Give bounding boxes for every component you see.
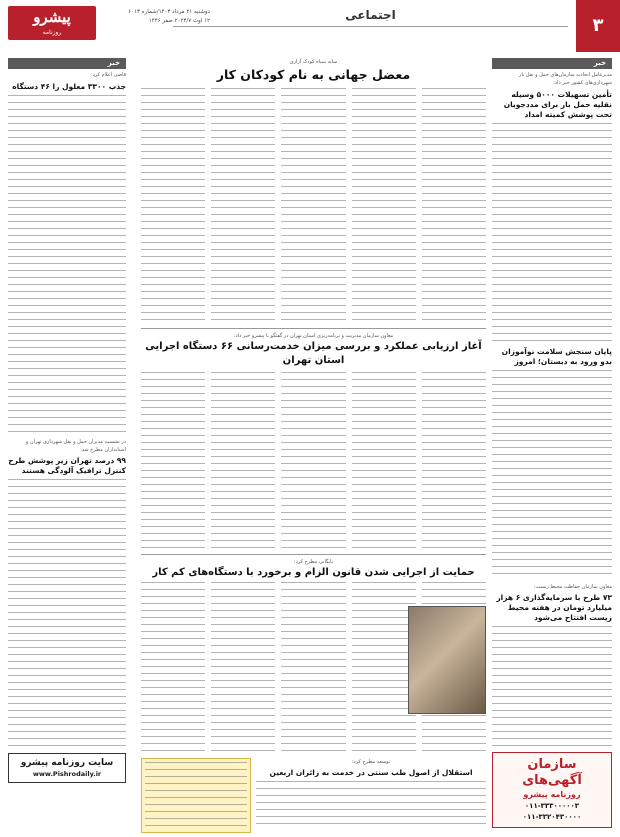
website-box	[8, 753, 126, 783]
news-tag-left: خبر	[8, 58, 126, 69]
item3-super: معاون سازمان حفاظت محیط زیست:	[533, 583, 612, 590]
story3	[141, 558, 486, 758]
story4-super: توسعه مطرح کرد:	[351, 759, 391, 765]
item3-body	[492, 626, 612, 748]
website-title: سایت روزنامه پیشرو	[20, 758, 114, 769]
story1-super: سایه سیاه کودک آزاری	[289, 59, 338, 65]
left-item2-super: در نشست مدیران حمل و نقل شهرداری تهران و استانداران مطرح شد:	[25, 438, 126, 453]
yellow-box-left	[141, 758, 251, 833]
item1-body	[492, 123, 612, 341]
story4-body	[256, 781, 486, 826]
story2-body	[141, 372, 486, 550]
story2	[141, 332, 486, 552]
ad-phone-1: ۰۱۱-۳۳۳۰۰۰۰۰۳	[524, 802, 580, 811]
newspaper-logo	[8, 6, 96, 40]
story1-body	[141, 88, 486, 324]
item1-super: مدیرعامل اتحادیه سازمان‌های حمل و نقل بار شهرداری‌های کشور خبر داد:	[518, 72, 612, 86]
logo-sub: روزنامه	[42, 29, 62, 36]
date-line-1: دوشنبه ۲۱ مرداد ۱۴۰۳/شماره ۶۰۱۳	[128, 9, 210, 15]
story2-headline: آغاز ارزیابی عملکرد و بررسی میزان خدمت‌رسانی ۶۶ دستگاه اجرایی استان تهران	[145, 341, 482, 366]
ad-box	[492, 752, 612, 828]
ad-phone-2: ۰۱۱-۳۳۲۰۴۳۰۰۰۰	[522, 813, 582, 822]
ad-sub: روزنامه پیشرو	[523, 790, 581, 800]
date-line-2: ۱۲ اوت ۲۰۲۴/۷ صفر ۱۴۴۶	[148, 18, 210, 24]
website-url: www.Pishrodaily.ir	[32, 770, 102, 779]
main-area	[141, 58, 486, 833]
news-tag: خبر	[492, 58, 612, 69]
left-item1-body	[8, 95, 126, 433]
section-title: اجتماعی	[345, 8, 396, 22]
item2-body	[492, 370, 612, 580]
story3-photo	[408, 606, 486, 714]
left-item1-super: قاضی اعلام کرد:	[90, 72, 126, 78]
story3-super: بایگانی مطرح کرد:	[293, 559, 334, 565]
story2-super: معاون سازمان مدیریت و برنامه‌ریزی استان تهران در گفتگو با پیشرو خبر داد:	[233, 333, 394, 339]
page-number-badge	[576, 0, 620, 52]
left-column	[8, 58, 126, 833]
item1-headline: تأمین تسهیلات ۵۰۰۰ وسیله نقلیه حمل بار برای مددجویان تحت پوشش کمیته امداد	[503, 89, 612, 119]
story1	[141, 58, 486, 326]
story3-headline: حمایت از اجرایی شدن قانون الزام و برخورد با دستگاه‌های کم کار	[152, 567, 475, 578]
right-column	[492, 58, 612, 833]
item2-headline: پایان سنجش سلامت نوآموزان بدو ورود به دبستان؛ امروز	[501, 346, 612, 366]
page-header	[0, 0, 620, 52]
divider-1	[141, 328, 486, 329]
left-item2-body	[8, 479, 126, 749]
item3-headline: ۷۳ طرح با سرمایه‌گذاری ۶ هزار میلیارد تومان در هفته محیط زیست افتتاح می‌شود	[496, 593, 612, 623]
ad-title: سازمان آگهی‌های	[522, 757, 582, 789]
story4	[256, 758, 486, 833]
page-number: ۳	[592, 15, 604, 36]
divider-2	[141, 554, 486, 555]
logo-main: پیشرو	[33, 8, 71, 26]
header-rule	[173, 26, 568, 27]
left-item2-headline: ۹۹ درصد تهران زیر پوشش طرح کنترل ترافیک آلودگی هستند	[8, 456, 126, 476]
story1-headline: معضل جهانی به نام کودکان کار	[216, 67, 411, 82]
date-line	[100, 8, 210, 26]
story4-headline: استقلال از اصول طب سنتی در خدمت به زائران اربعین	[269, 768, 473, 777]
left-item1-headline: جذب ۳۳۰۰ معلول را ۴۶ دستگاه	[12, 81, 126, 91]
